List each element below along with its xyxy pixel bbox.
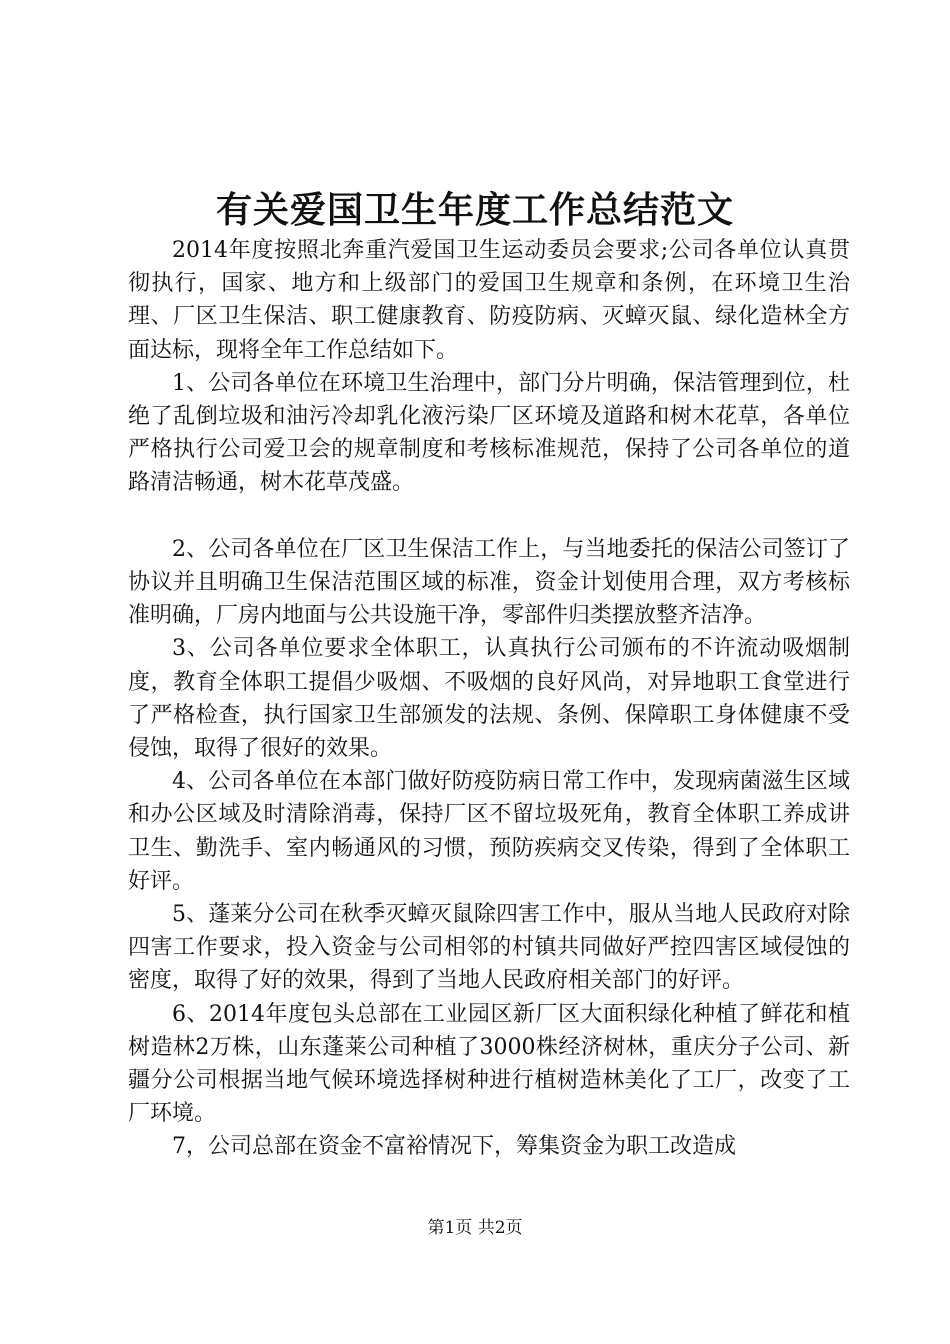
page-number-footer: 第1页 共2页 xyxy=(427,1218,523,1238)
item-4-paragraph: 4、公司各单位在本部门做好防疫防病日常工作中，发现病菌滋生区域和办公区域及时清除消毒，保持厂区不留垃圾死角，教育全体职工养成讲卫生、勤洗手、室内畅通风的习惯，预防疾病交叉传染，得到了全体职工好评。 xyxy=(128,769,850,894)
item-1-paragraph: 1、公司各单位在环境卫生治理中，部门分片明确，保洁管理到位，杜绝了乱倒垃圾和油污冷却乳化液污染厂区环境及道路和树木花草，各单位严格执行公司爱卫会的规章制度和考核标准规范，保持了公司各单位的道路清洁畅通，树木花草茂盛。 xyxy=(128,370,850,496)
intro-paragraph: 2014年度按照北奔重汽爱国卫生运动委员会要求;公司各单位认真贯彻执行，国家、地方和上级部门的爱国卫生规章和条例，在环境卫生治理、厂区卫生保洁、职工健康教育、防疫防病、灭蟑灭鼠、绿化造林全方面达标，现将全年工作总结如下。 xyxy=(128,238,850,363)
item-2-paragraph: 2、公司各单位在厂区卫生保洁工作上，与当地委托的保洁公司签订了协议并且明确卫生保洁范围区域的标准，资金计划使用合理，双方考核标准明确，厂房内地面与公共设施干净，零部件归类摆放整齐洁净。 xyxy=(128,536,850,629)
item-5-paragraph: 5、蓬莱分公司在秋季灭蟑灭鼠除四害工作中，服从当地人民政府对除四害工作要求，投入资金与公司相邻的村镇共同做好严控四害区域侵蚀的密度，取得了好的效果，得到了当地人民政府相关部门的好评。 xyxy=(128,902,850,994)
item-3-paragraph: 3、公司各单位要求全体职工，认真执行公司颁布的不许流动吸烟制度，教育全体职工提倡少吸烟、不吸烟的良好风尚，对异地职工食堂进行了严格检查，执行国家卫生部颁发的法规、条例、保障职工身体健康不受侵蚀，取得了很好的效果。 xyxy=(128,636,850,762)
item-7-paragraph: 7，公司总部在资金不富裕情况下，筹集资金为职工改造成 xyxy=(172,1134,736,1160)
document-body xyxy=(128,234,850,1164)
document-title: 有关爱国卫生年度工作总结范文 xyxy=(215,189,734,231)
item-6-paragraph: 6、2014年度包头总部在工业园区新厂区大面积绿化种植了鲜花和植树造林2万株，山东蓬莱公司种植了3000株经济树林，重庆分子公司、新疆分公司根据当地气候环境选择树种进行植树造林美化了工厂，改变了工厂环境。 xyxy=(128,1001,850,1127)
